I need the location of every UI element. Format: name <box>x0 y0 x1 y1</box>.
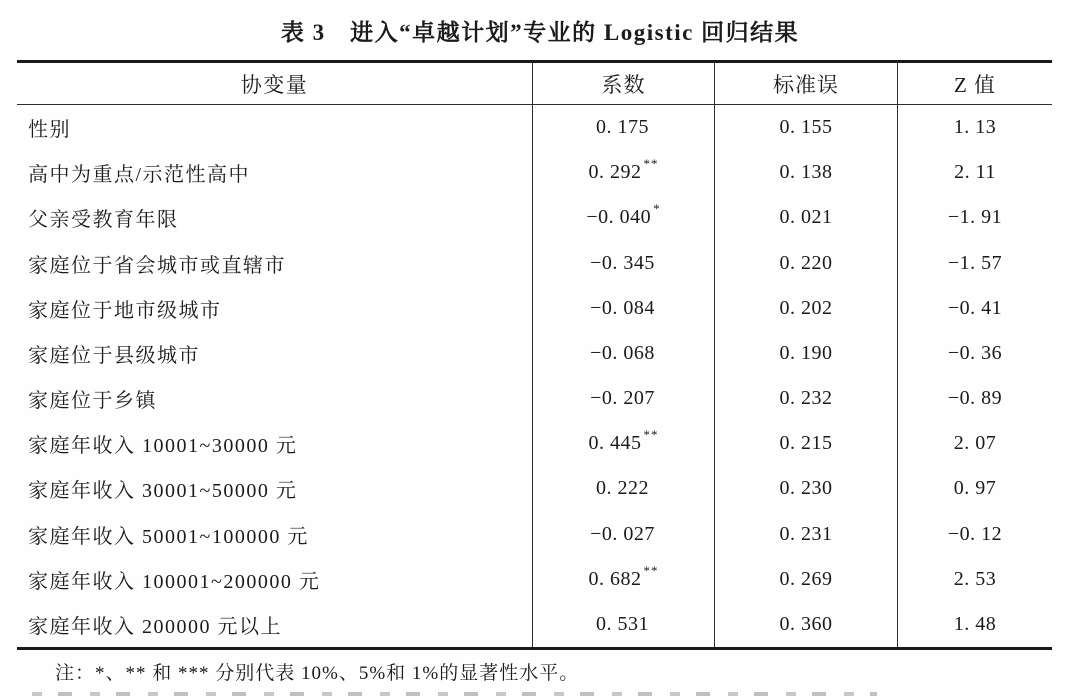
row-label: 家庭位于县级城市 <box>28 344 200 367</box>
row-se: 0. 231 <box>714 512 897 557</box>
row-coef-num: 0. 175 <box>596 116 649 139</box>
row-coefficient-cell <box>532 331 714 376</box>
row-coefficient-cell <box>532 286 714 331</box>
table-row <box>17 512 1052 557</box>
significance-stars: ** <box>643 427 659 443</box>
row-se: 0. 138 <box>714 150 897 195</box>
row-label: 高中为重点/示范性高中 <box>28 164 251 187</box>
row-coef-num: −0. 040 <box>586 206 652 229</box>
row-coef-num: 0. 445 <box>588 432 642 455</box>
row-z: 1. 13 <box>897 105 1052 150</box>
row-coef-num: 0. 531 <box>596 612 649 635</box>
row-label: 家庭年收入 30001~50000 元 <box>28 480 298 503</box>
row-coefficient-cell <box>532 105 714 150</box>
row-z: 2. 11 <box>897 150 1052 195</box>
table-row <box>17 241 1052 286</box>
table-note: 注：*、** 和 *** 分别代表 10%、5%和 1%的显著性水平。 <box>55 663 580 684</box>
row-se: 0. 269 <box>714 557 897 602</box>
column-header-standard-error: 标准误 <box>714 63 897 104</box>
row-se: 0. 232 <box>714 376 897 421</box>
row-label: 家庭位于乡镇 <box>28 390 157 413</box>
row-coefficient-cell <box>532 557 714 602</box>
row-coef-num: −0. 207 <box>590 387 655 410</box>
row-z: 0. 97 <box>897 466 1052 511</box>
table-row <box>17 421 1052 466</box>
row-z: −1. 91 <box>897 195 1052 240</box>
row-coef-num: −0. 068 <box>590 341 655 364</box>
row-coefficient-cell <box>532 512 714 557</box>
table-row <box>17 105 1052 150</box>
row-label: 家庭位于地市级城市 <box>28 299 222 322</box>
row-coef-num: 0. 222 <box>596 477 649 500</box>
row-se: 0. 155 <box>714 105 897 150</box>
row-coefficient-cell <box>532 421 714 466</box>
significance-stars: * <box>653 201 661 217</box>
table-row <box>17 331 1052 376</box>
table-row <box>17 195 1052 240</box>
significance-stars: ** <box>643 156 659 172</box>
column-header-coefficient: 系数 <box>532 63 714 104</box>
logistic-regression-table <box>17 60 1052 650</box>
row-label: 家庭年收入 10001~30000 元 <box>28 435 298 458</box>
row-coef-num: 0. 682 <box>588 567 642 590</box>
table-title: 表 3 进入“卓越计划”专业的 Logistic 回归结果 <box>280 20 800 45</box>
row-se: 0. 230 <box>714 466 897 511</box>
row-coef-num: −0. 084 <box>590 296 655 319</box>
row-coef-num: −0. 027 <box>590 522 655 545</box>
row-label: 家庭年收入 50001~100000 元 <box>28 525 309 548</box>
table-row <box>17 286 1052 331</box>
row-z: −0. 41 <box>897 286 1052 331</box>
table-row <box>17 150 1052 195</box>
row-coefficient-cell <box>532 195 714 240</box>
row-z: −0. 12 <box>897 512 1052 557</box>
row-z: 2. 53 <box>897 557 1052 602</box>
table-row <box>17 466 1052 511</box>
table-row <box>17 376 1052 421</box>
row-label: 家庭年收入 100001~200000 元 <box>28 570 321 593</box>
row-z: −0. 36 <box>897 331 1052 376</box>
row-label: 家庭年收入 200000 元以上 <box>28 615 282 638</box>
row-z: −0. 89 <box>897 376 1052 421</box>
row-coef-num: 0. 292 <box>588 161 642 184</box>
significance-stars: ** <box>643 562 659 578</box>
row-z: 1. 48 <box>897 602 1052 647</box>
row-label: 性别 <box>28 119 71 142</box>
row-se: 0. 202 <box>714 286 897 331</box>
table-row <box>17 557 1052 602</box>
row-label: 父亲受教育年限 <box>28 209 179 232</box>
row-se: 0. 220 <box>714 241 897 286</box>
row-se: 0. 190 <box>714 331 897 376</box>
row-coefficient-cell <box>532 376 714 421</box>
row-coef-num: −0. 345 <box>590 251 655 274</box>
row-coefficient-cell <box>532 602 714 647</box>
row-se: 0. 215 <box>714 421 897 466</box>
column-header-z-value: Z 值 <box>897 63 1052 104</box>
row-z: 2. 07 <box>897 421 1052 466</box>
table-row <box>17 602 1052 647</box>
row-label: 家庭位于省会城市或直辖市 <box>28 254 286 277</box>
cropped-next-text-line <box>32 692 877 696</box>
row-coefficient-cell <box>532 150 714 195</box>
table-header-row <box>17 63 1052 105</box>
row-coefficient-cell <box>532 241 714 286</box>
row-se: 0. 360 <box>714 602 897 647</box>
row-z: −1. 57 <box>897 241 1052 286</box>
row-se: 0. 021 <box>714 195 897 240</box>
column-header-covariate: 协变量 <box>240 72 309 97</box>
table-body <box>17 105 1052 647</box>
row-coefficient-cell <box>532 466 714 511</box>
